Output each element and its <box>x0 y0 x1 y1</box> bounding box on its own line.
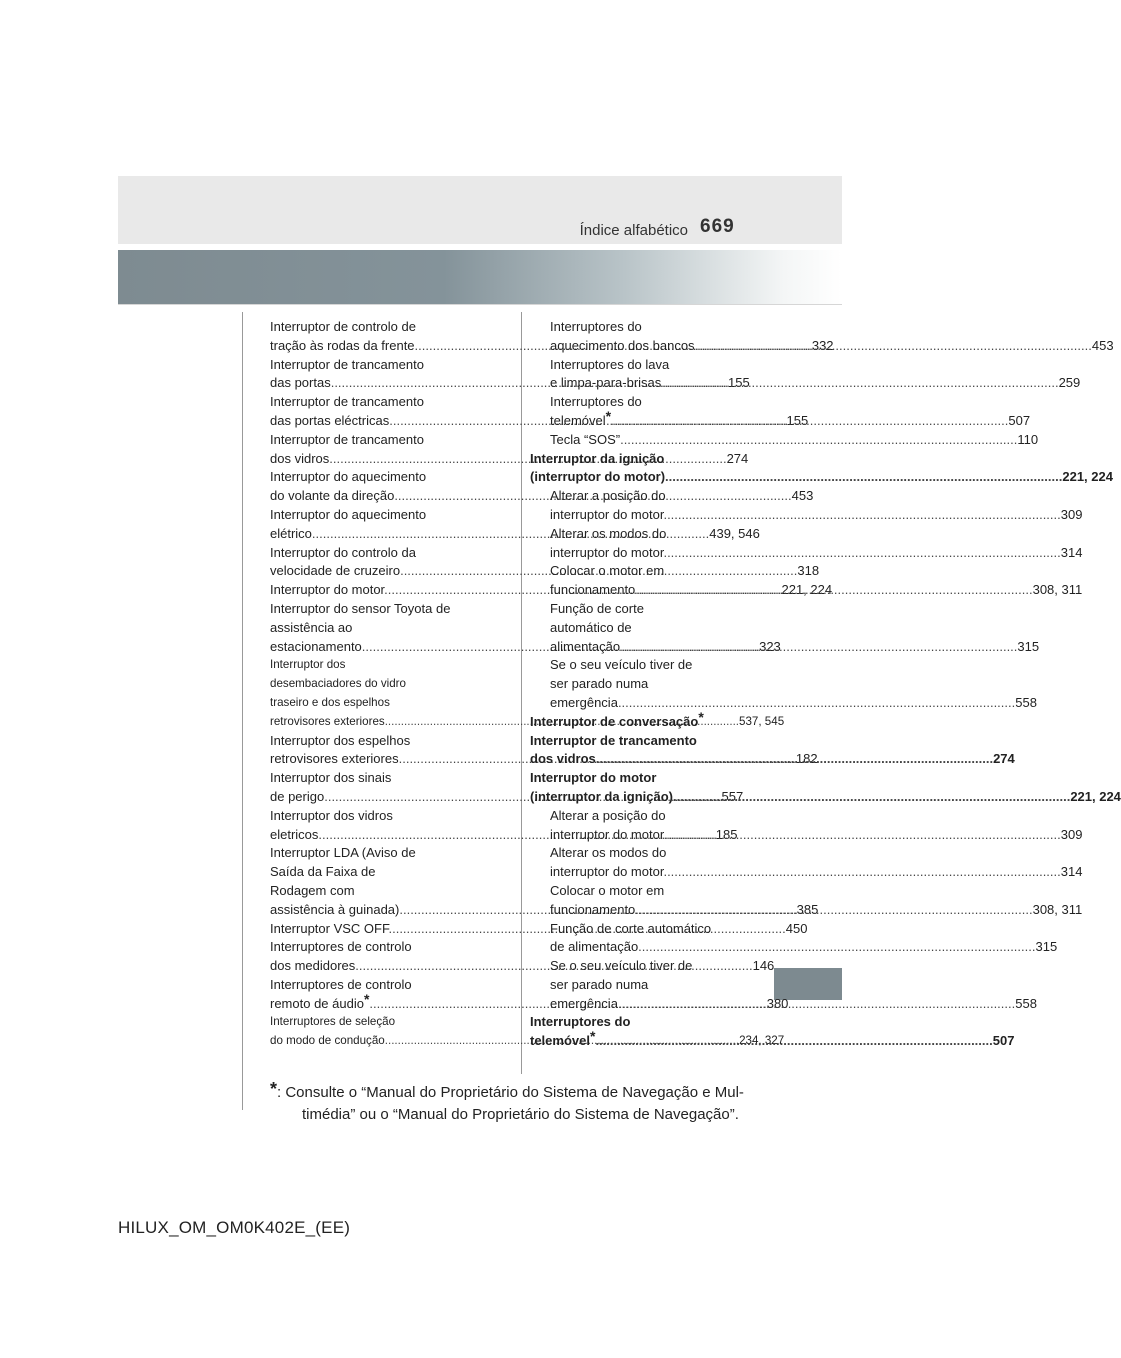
dot-leader <box>620 639 1017 654</box>
index-entry-line <box>270 694 472 713</box>
dot-leader <box>618 695 1015 710</box>
index-entry-line <box>530 431 1039 450</box>
index-entry-text: velocidade de cruzeiro <box>270 563 401 579</box>
index-entry-text: Interruptor de controlo de <box>270 319 416 334</box>
page-reference: 155 <box>728 375 750 391</box>
index-entry-line <box>530 506 1083 525</box>
index-entry-line <box>530 826 1083 845</box>
index-entry-text: dos medidores <box>270 958 356 974</box>
index-entry-text: Interruptor dos sinais <box>270 770 392 786</box>
index-entry-text: interruptor do motor <box>550 864 664 880</box>
index-entry-text: Interruptor da ignição <box>530 450 665 466</box>
dot-leader <box>663 507 1060 522</box>
index-entry-text: assistência à guinada) <box>270 901 400 917</box>
index-entry-line <box>270 938 472 957</box>
index-entry-line <box>530 619 750 638</box>
index-entry-text: dos vidros <box>270 450 330 466</box>
page-reference: 155 <box>786 412 809 428</box>
index-entry-text: Colocar o motor em <box>550 882 665 898</box>
index-entry-line <box>270 393 472 412</box>
dot-leader <box>661 375 1058 390</box>
index-entry-line <box>530 356 750 375</box>
index-entry-line <box>270 600 472 619</box>
index-entry <box>530 656 1037 712</box>
index-entry-text: retrovisores exteriores <box>270 751 399 767</box>
index-entry-text: Se o seu veículo tiver de <box>550 657 693 673</box>
page-reference: 537, 545 <box>739 714 785 728</box>
index-entry-text: Colocar o motor em <box>550 563 665 579</box>
header-divider <box>118 304 842 305</box>
index-entry-line <box>530 976 750 995</box>
index-entry-line <box>530 788 1121 807</box>
index-entry <box>530 525 1083 563</box>
page-reference: 315 <box>1017 638 1040 654</box>
index-entry-line <box>530 544 1083 563</box>
index-entry-line <box>530 844 750 863</box>
index-entry-text: Se o seu veículo tiver de <box>550 958 693 974</box>
footnote <box>270 1078 755 1126</box>
page-reference: 332 <box>811 337 834 353</box>
index-entry-line <box>530 732 750 751</box>
index-entry-line <box>530 374 1081 393</box>
page-reference: 453 <box>1091 337 1114 353</box>
page-reference: 221, 224 <box>1062 469 1113 485</box>
index-entry <box>530 356 1081 394</box>
index-entry-line <box>270 544 472 563</box>
index-entry-text: das portas eléctricas <box>270 412 390 428</box>
index-entry-line <box>270 675 472 694</box>
index-entry-text: (interruptor do motor) <box>530 469 666 485</box>
index-entry-text: Interruptores do <box>550 319 642 334</box>
index-entry-line <box>530 675 750 694</box>
page-reference: 385 <box>796 901 819 917</box>
index-entry <box>530 844 1083 882</box>
index-entry-text: Interruptor do aquecimento <box>270 506 427 522</box>
index-entry-text: Função de corte automático <box>550 920 712 936</box>
page-reference: 274 <box>993 751 1015 767</box>
index-entry-text: ser parado numa <box>550 676 649 692</box>
index-entry-text: Interruptores do <box>550 394 642 410</box>
footnote-star-marker: * <box>698 708 704 725</box>
index-entry-text: Interruptor VSC OFF <box>270 920 389 936</box>
page-reference: 315 <box>1035 939 1058 955</box>
index-entry-text: e limpa-para-brisas <box>550 375 662 391</box>
index-entry-text: traseiro e dos espelhos <box>270 695 390 709</box>
index-entry-line <box>530 318 750 337</box>
page-reference: 507 <box>992 1033 1015 1049</box>
dot-leader <box>595 1033 992 1048</box>
dot-leader <box>695 338 1092 353</box>
index-entry-text: Interruptores do <box>530 1014 631 1030</box>
index-entry-text: automático de <box>550 619 632 635</box>
index-entry-line <box>270 844 472 863</box>
index-entry-text: ser parado numa <box>550 976 649 992</box>
index-entry-text: Interruptor do sensor Toyota de <box>270 600 451 616</box>
index-entry-text: do volante da direção <box>270 488 395 504</box>
index-entry-line <box>530 656 750 675</box>
index-entry-text: tração às rodas da frente <box>270 337 415 353</box>
index-entry-text: (interruptor da ignição) <box>530 788 673 804</box>
dot-leader <box>673 789 1070 804</box>
dot-leader <box>663 827 1060 842</box>
index-entry-line <box>270 769 472 788</box>
section-title: Índice alfabético <box>579 222 688 239</box>
index-entry-line <box>270 976 472 995</box>
page-number: 669 <box>700 216 735 237</box>
index-entry <box>530 431 1039 450</box>
index-entry-text: Interruptor de conversação <box>530 713 699 729</box>
index-entry-text: interruptor do motor <box>550 544 664 560</box>
index-entry-text: Interruptor LDA (Aviso de <box>270 845 416 861</box>
index-entry-text: Saída da Faixa de <box>270 864 376 880</box>
index-entry-text: Interruptor de trancamento <box>270 356 424 372</box>
footnote-star-marker: * <box>589 1028 596 1045</box>
dot-leader <box>665 469 1062 484</box>
index-entry-line <box>530 562 750 581</box>
dot-leader <box>663 864 1060 879</box>
dot-leader <box>611 413 1008 428</box>
index-entry-line <box>530 920 750 939</box>
index-entry-line <box>530 957 750 976</box>
left-margin-rule <box>242 312 243 1110</box>
index-entry-line <box>530 938 1058 957</box>
dot-leader <box>635 582 1032 597</box>
index-entry-line <box>530 487 750 506</box>
index-entry <box>530 450 1113 488</box>
index-entry-text: alimentação <box>550 638 621 654</box>
index-entry-line <box>270 807 472 826</box>
footnote-star-marker: * <box>363 990 370 1007</box>
index-entry-text: interruptor do motor <box>550 826 664 842</box>
index-entry-text: Interruptor dos vidros <box>270 807 393 823</box>
index-entry-text: estacionamento <box>270 638 362 654</box>
index-entry-line <box>530 468 1113 487</box>
footnote-star: * <box>270 1079 278 1099</box>
index-entry-text: Alterar a posição do <box>550 488 666 504</box>
page-reference: 323 <box>759 638 781 654</box>
index-entry-text: elétrico <box>270 525 312 541</box>
index-entry-text: Alterar a posição do <box>550 807 666 823</box>
index-entry-line <box>530 1013 750 1032</box>
index-entry-text: emergência <box>550 995 618 1011</box>
index-entry-text: remoto de áudio <box>270 995 364 1011</box>
page-reference: 314 <box>1060 864 1083 880</box>
page-reference: 450 <box>785 920 808 936</box>
dot-leader <box>638 939 1035 954</box>
index-entry <box>530 708 750 732</box>
page-reference: 439, 546 <box>709 525 760 541</box>
index-entry-line <box>270 1013 472 1032</box>
index-entry-text: Interruptor do motor <box>530 770 657 786</box>
index-entry-text: de perigo <box>270 788 325 804</box>
index-entry-line <box>270 431 472 450</box>
index-entry-text: Interruptor do aquecimento <box>270 469 427 485</box>
page-reference: 558 <box>1015 995 1037 1011</box>
index-entry-line <box>270 619 472 638</box>
header-gradient-bar <box>118 250 842 304</box>
index-entry-line <box>530 450 750 469</box>
index-entry-text: Interruptor dos espelhos <box>270 732 411 748</box>
page-reference: 309 <box>1060 826 1083 842</box>
page-reference: 318 <box>797 563 820 579</box>
page-reference: 308, 311 <box>1032 582 1083 598</box>
index-entry-text: Interruptores do lava <box>550 356 670 372</box>
index-entry-text: emergência <box>550 694 618 710</box>
index-entry-text: das portas <box>270 375 331 391</box>
page-reference: 507 <box>1008 412 1031 428</box>
page-reference: 557 <box>721 788 744 804</box>
index-entry-line <box>530 600 750 619</box>
index-entry-line <box>270 356 472 375</box>
index-entry-text: Interruptor de trancamento <box>270 431 424 447</box>
page-reference: 274 <box>726 450 749 466</box>
index-entry-text: desembaciadores do vidro <box>270 677 406 691</box>
page-reference: 110 <box>1017 431 1039 447</box>
index-entry-line <box>530 525 750 544</box>
index-entry-text: interruptor do motor <box>550 506 664 522</box>
dot-leader <box>620 432 1017 447</box>
index-entry-line <box>270 656 472 675</box>
dot-leader <box>618 996 1015 1011</box>
dot-leader <box>635 902 1032 917</box>
dot-leader <box>663 545 1060 560</box>
dot-leader <box>596 751 993 766</box>
index-entry-text: Função de corte <box>550 600 644 616</box>
page-reference: 308, 311 <box>1032 901 1083 917</box>
index-entry-text: Tecla “SOS” <box>550 431 621 447</box>
page-reference: 314 <box>1060 544 1083 560</box>
index-entry-text: Interruptores de seleção <box>270 1015 396 1029</box>
index-entry-text: funcionamento <box>550 901 636 917</box>
index-entry-line <box>270 318 472 337</box>
index-entry-text: Alterar os modos do <box>550 845 667 861</box>
index-entry-line <box>270 732 472 751</box>
index-entry-text: eletricos <box>270 826 319 842</box>
footnote-star-marker: * <box>605 407 612 424</box>
index-entry-text: de alimentação <box>550 939 639 955</box>
index-entry-text: aquecimento dos bancos <box>550 337 695 353</box>
index-entry-text: telemóvel <box>550 412 606 428</box>
page-reference: 259 <box>1058 375 1081 391</box>
index-entry-text: retrovisores exteriores <box>270 714 385 728</box>
index-entry-text: telemóvel <box>530 1033 590 1049</box>
page-reference: 221, 224 <box>781 582 833 598</box>
index-entry-text: Interruptores de controlo <box>270 976 412 992</box>
document-code: HILUX_OM_OM0K402E_(EE) <box>118 1218 351 1237</box>
index-entry-text: Rodagem com <box>270 882 355 898</box>
index-entry-line <box>530 882 750 901</box>
index-entry-line <box>270 863 472 882</box>
page-reference: 453 <box>791 488 814 504</box>
page-reference: 380 <box>766 995 789 1011</box>
index-entry-text: assistência ao <box>270 619 353 635</box>
index-entry-line <box>530 769 750 788</box>
index-entry <box>530 807 1083 845</box>
index-entry <box>530 769 1121 807</box>
page-reference: 221, 224 <box>1070 788 1121 804</box>
index-entry-line <box>270 506 472 525</box>
page-reference: 185 <box>715 826 738 842</box>
index-entry-line <box>270 882 472 901</box>
index-entry-line <box>530 393 750 412</box>
page-reference: 558 <box>1015 694 1037 710</box>
index-entry-line <box>530 863 1083 882</box>
page-reference: 309 <box>1060 506 1083 522</box>
index-entry-text: Interruptores de controlo <box>270 939 412 955</box>
footnote-line-2: timédia” ou o “Manual do Proprietário do Sistema de Navegação”. <box>302 1106 739 1123</box>
index-entry-text: dos vidros <box>530 751 596 767</box>
index-entry-text: funcionamento <box>550 582 636 598</box>
page-reference: 234, 327 <box>739 1034 785 1048</box>
index-entry-line <box>530 807 750 826</box>
index-entry-text: Interruptor dos <box>270 658 346 672</box>
page-reference: 146 <box>752 958 775 974</box>
index-entry-text: Interruptor de trancamento <box>270 394 424 410</box>
index-entry-line <box>530 694 1037 713</box>
index-entry-text: Interruptor de trancamento <box>530 732 697 748</box>
page-reference: 182 <box>795 751 818 767</box>
index-entry-text: do modo de condução <box>270 1034 385 1048</box>
index-entry-text: Interruptor do controlo da <box>270 544 416 560</box>
footnote-line-1: : Consulte o “Manual do Proprietário do Sistema de Navegação e Mul- <box>277 1084 744 1101</box>
index-entry-line <box>270 468 472 487</box>
index-entry-text: Interruptor do motor <box>270 582 385 598</box>
index-entry-text: Alterar os modos do <box>550 525 667 541</box>
index-entry-line <box>530 708 750 732</box>
